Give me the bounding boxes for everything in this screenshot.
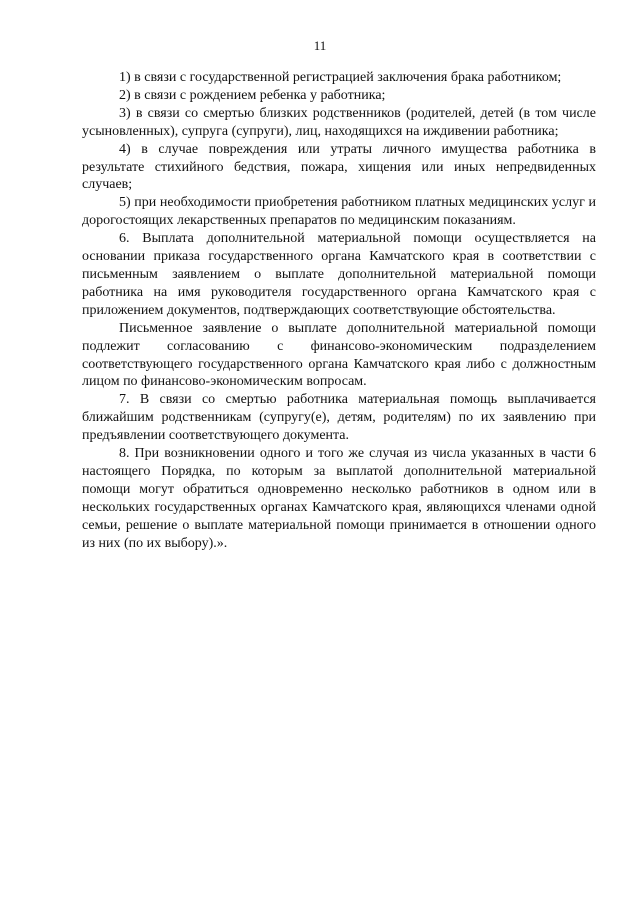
paragraph-item-3: 3) в связи со смертью близких родственников (родителей, детей (в том числе усыновленных), супруга (супруги), лиц, находящихся на иждивении работника; [82,105,596,139]
paragraph-item-1: 1) в связи с государственной регистрацией заключения брака работником; [119,70,562,85]
paragraph-item-2: 2) в связи с рождением ребенка у работника; [119,87,386,103]
paragraph-item-5: 5) при необходимости приобретения работником платных медицинских услуг и дорогостоящих лекарственных препаратов по медицинским показаниям. [82,195,596,229]
paragraph-clause-8: 8. При возникновении одного и того же случая из числа указанных в части 6 настоящего Порядка, по которым за выплатой дополнительной материальной помощи могут обратиться одновременно несколько работников в одном или в нескольких государственных органах Камчатского края, являющихся членами одной семьи, решение о выплате материальной помощи принимается в отношении одного из них (по их выбору).». [82,446,596,551]
paragraph-item-4: 4) в случае повреждения или утраты личного имущества работника в результате стихийного бедствия, пожара, хищения или иных непредвиденных случаев; [82,141,596,193]
document-body [82,69,596,552]
page-number: 11 [313,38,327,53]
paragraph-clause-7: 7. В связи со смертью работника материальная помощь выплачивается ближайшим родственникам (супругу(е), детям, родителям) по их заявлению при предъявлении соответствующего документа. [82,392,596,444]
paragraph-written-application: Письменное заявление о выплате дополнительной материальной помощи подлежит согласованию с финансово-экономическим подразделением соответствующего государственного органа Камчатского края либо с должностным лицом по финансово-экономическим вопросам. [82,320,596,390]
paragraph-clause-6: 6. Выплата дополнительной материальной помощи осуществляется на основании приказа государственного органа Камчатского края в соответствии с письменным заявлением о выплате дополнительной материальной помощи работника на имя руководителя государственного органа Камчатского края с приложением документов, подтверждающих соответствующие обстоятельства. [82,231,596,318]
